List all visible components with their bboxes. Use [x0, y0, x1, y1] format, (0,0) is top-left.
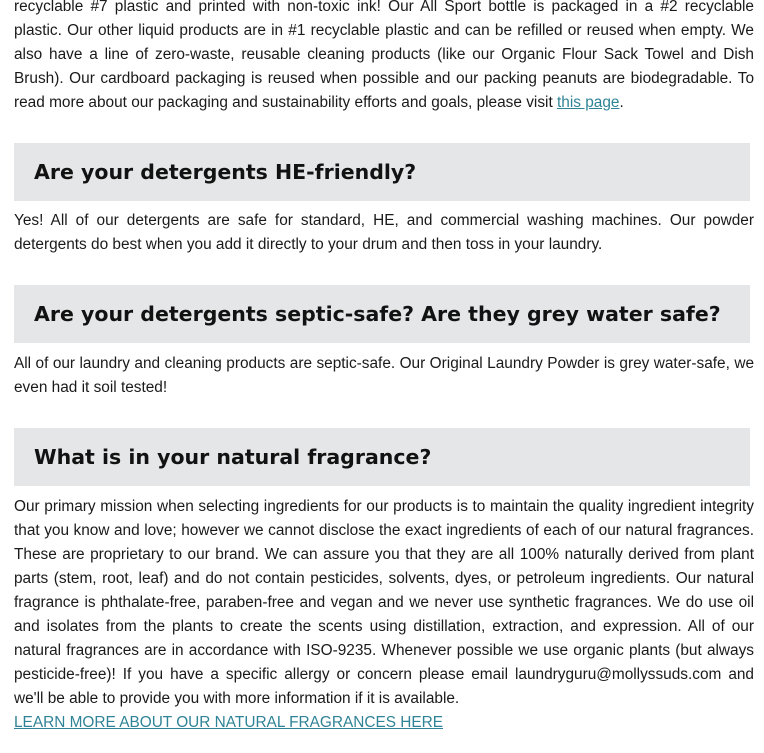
learn-more-fragrances-link[interactable]: LEARN MORE ABOUT OUR NATURAL FRAGRANCES HERE: [14, 714, 444, 731]
packaging-answer-period: .: [619, 94, 624, 111]
packaging-answer: [14, 0, 754, 115]
faq-question-title: Are your detergents septic-safe? Are they grey water safe?: [34, 302, 721, 326]
packaging-answer-text: recyclable #7 plastic and printed with non-toxic ink! Our All Sport bottle is packaged in a #2 recyclable plastic. Our other liquid products are in #1 recyclable plastic and can be refilled or reused when empty. We also have a line of zero-waste, reusable cleaning products (like our Organic Flour Sack Towel and Dish Brush). Our cardboard packaging is reused when possible and our packing peanuts are biodegradable. To read more about our packaging and sustainability efforts and goals, please visit: [14, 0, 754, 111]
faq-answer-natural-fragrance: Our primary mission when selecting ingredients for our products is to maintain the quality ingredient integrity that you know and love; however we cannot disclose the exact ingredients of each of our natural fragrances. These are proprietary to our brand. We can assure you that they are all 100% naturally derived from plant parts (stem, root, leaf) and do not contain pesticides, solvents, dyes, or petroleum ingredients. Our natural fragrance is phthalate-free, paraben-free and vegan and we never use synthetic fragrances. We do use oil and isolates from the plants to create the scents using distillation, extraction, and expression. All of our natural fragrances are in accordance with ISO-9235. Whenever possible we use organic plants (but always pesticide-free)! If you have a specific allergy or concern please email laundryguru@mollyssuds.com and we'll be able to provide you with more information if it is available.: [14, 498, 754, 707]
fragrance-cta: [14, 711, 443, 735]
faq-question-septic-safe: [14, 285, 750, 343]
faq-question-he-friendly: [14, 143, 750, 201]
faq-answer-he-friendly: Yes! All of our detergents are safe for standard, HE, and commercial washing machines. Our powder detergents do best when you add it directly to your drum and then toss in your laundry.: [14, 212, 754, 253]
faq-question-natural-fragrance: [14, 428, 750, 486]
faq-answer-septic-safe: All of our laundry and cleaning products are septic-safe. Our Original Laundry Powder is grey water-safe, we even had it soil tested!: [14, 355, 754, 396]
faq-question-title: What is in your natural fragrance?: [34, 445, 432, 469]
faq-question-title: Are your detergents HE-friendly?: [34, 160, 417, 184]
this-page-link[interactable]: this page: [557, 94, 620, 111]
